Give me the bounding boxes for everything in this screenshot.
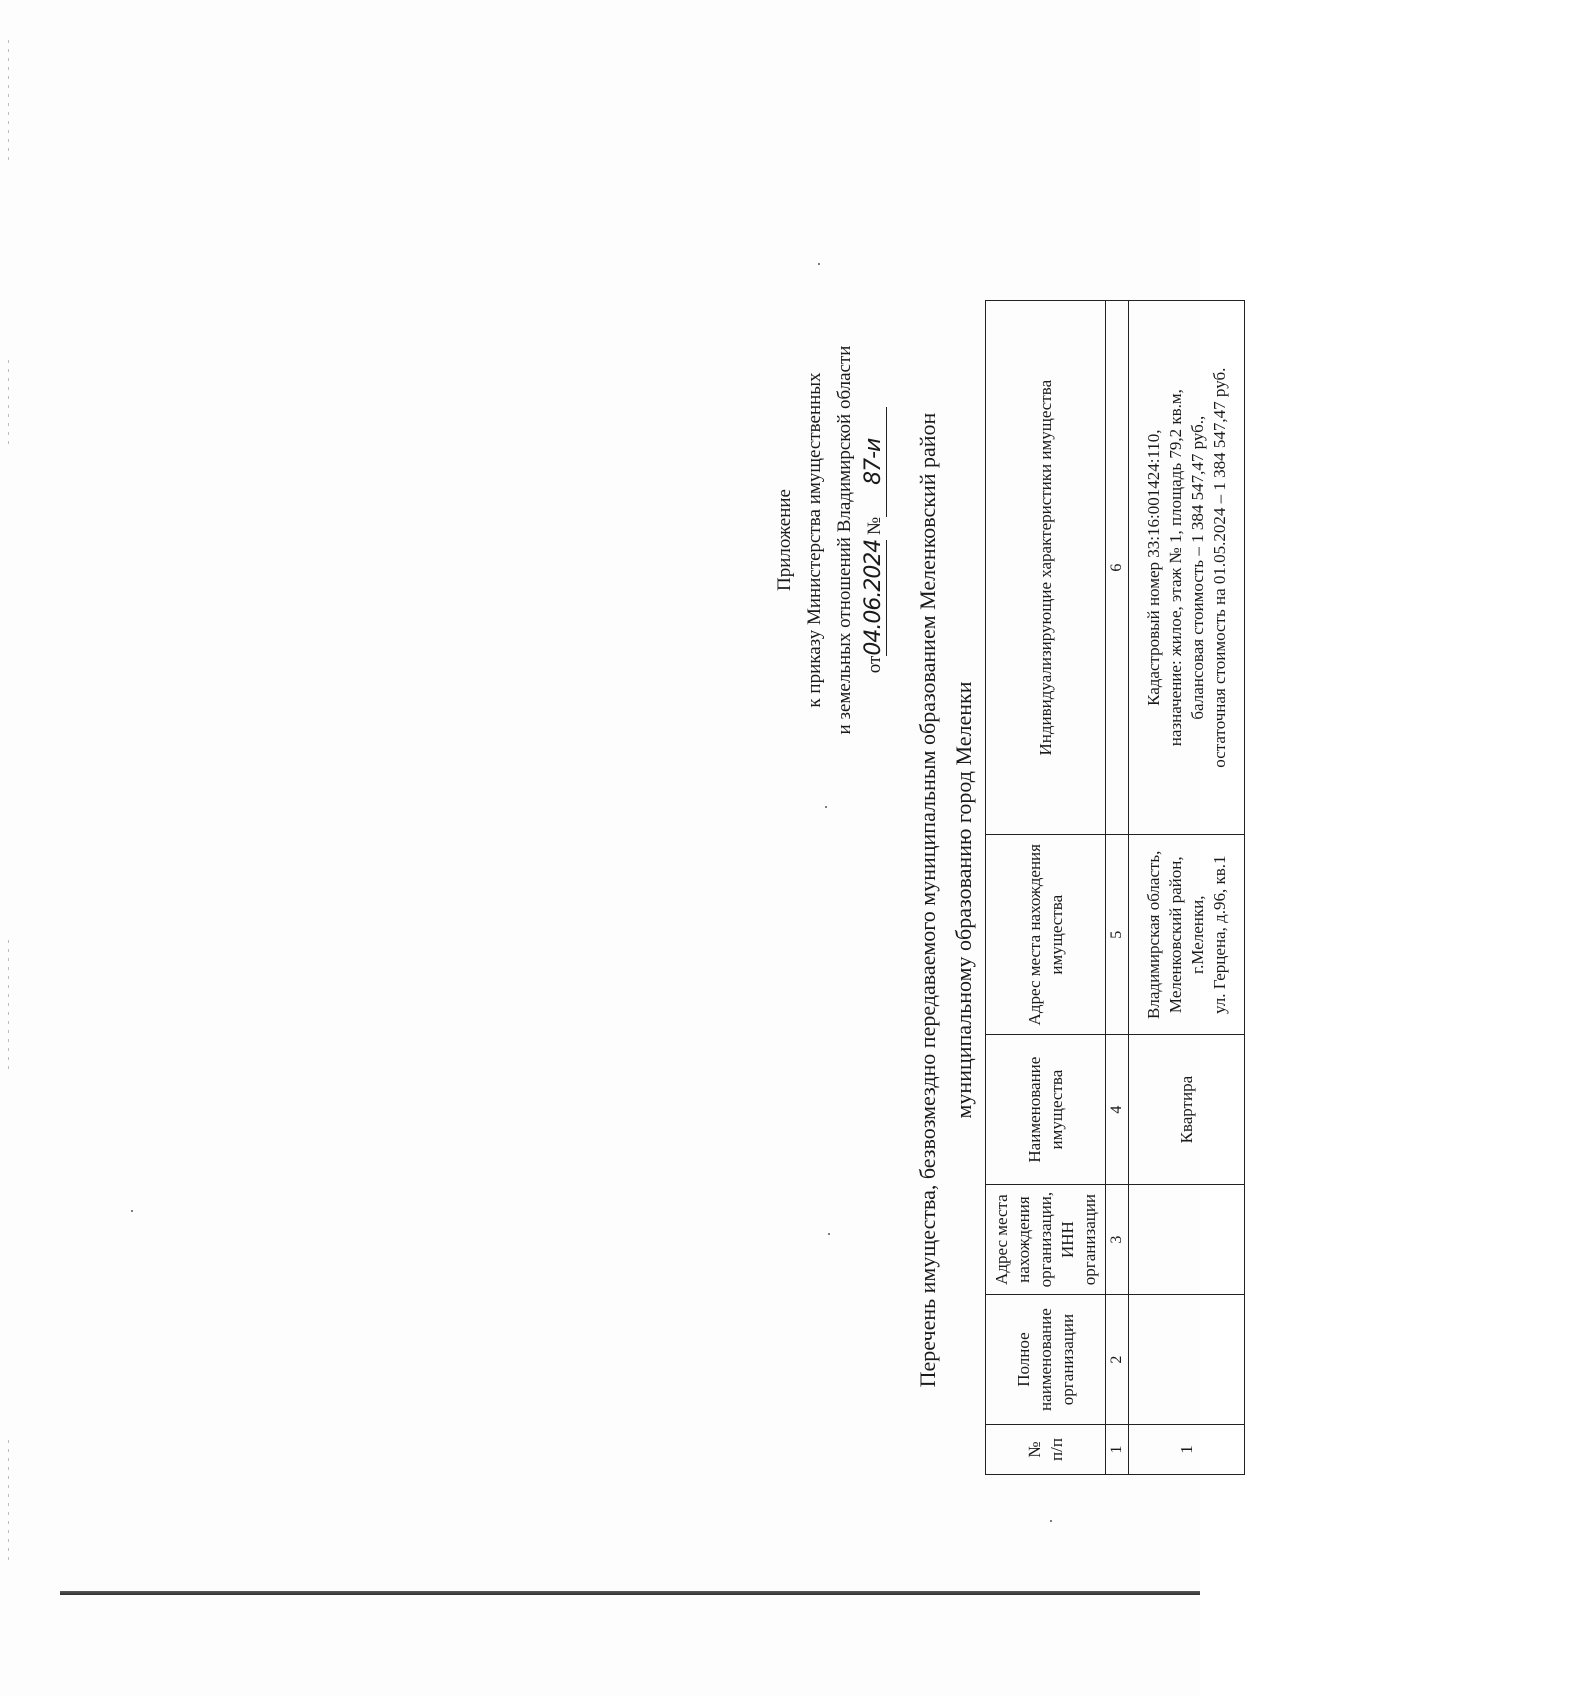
order-reference-line2: и земельных отношений Владимирской области — [834, 345, 855, 735]
row-number: 1 — [1129, 1425, 1245, 1475]
order-date-number — [860, 407, 890, 673]
scan-margin-artifact — [8, 940, 9, 1070]
column-number: 2 — [1106, 1295, 1129, 1425]
property-name-cell: Квартира — [1129, 1035, 1245, 1185]
rotated-document — [770, 300, 1590, 1500]
header-cell-property-address: Адрес места нахождения имущества — [986, 835, 1106, 1035]
number-prefix: № — [864, 516, 885, 535]
table-row — [1129, 301, 1245, 1475]
scan-margin-artifact — [8, 40, 9, 160]
column-number: 3 — [1106, 1185, 1129, 1295]
header-cell-org-name: Полное наименование организации — [986, 1295, 1106, 1425]
table-header-row — [986, 301, 1106, 1475]
header-cell-org-address: Адрес места нахождения организации, ИНН организации — [986, 1185, 1106, 1295]
scan-speck — [828, 1233, 830, 1235]
scan-speck — [131, 1210, 133, 1212]
property-table — [985, 300, 1245, 1475]
header-cell-property-name: Наименование имущества — [986, 1035, 1106, 1185]
title-line2: муниципальному образованию город Меленки — [951, 681, 976, 1119]
column-number: 6 — [1106, 301, 1129, 835]
scan-margin-artifact — [8, 360, 9, 450]
scan-speck — [818, 263, 820, 265]
appendix-header — [770, 320, 890, 760]
handwritten-number: 87-и — [862, 407, 887, 517]
column-number: 4 — [1106, 1035, 1129, 1185]
characteristics-cell: Кадастровый номер 33:16:001424:110, назначение: жилое, этаж № 1, площадь 79,2 кв.м, балансовая стоимость – 1 384 547,47 руб., остаточная стоимость на 01.05.2024 – 1 384 547,47 руб. — [1129, 301, 1245, 835]
column-numbers-row — [1106, 301, 1129, 1475]
property-address-cell: Владимирская область, Меленковский район, г.Меленки, ул. Герцена, д.96, кв.1 — [1129, 835, 1245, 1035]
document-title — [910, 300, 982, 1500]
order-reference-line1: к приказу Министерства имущественных — [804, 372, 825, 708]
column-number: 1 — [1106, 1425, 1129, 1475]
scan-speck — [1050, 1520, 1052, 1522]
handwritten-date: 04.06.2024 — [861, 539, 886, 656]
header-cell-number: № п/п — [986, 1425, 1106, 1475]
header-cell-characteristics: Индивидуализирующие характеристики имущества — [986, 301, 1106, 835]
scan-margin-artifact — [8, 1440, 9, 1560]
scan-speck — [825, 806, 827, 808]
org-address-cell — [1129, 1185, 1245, 1295]
title-line1: Перечень имущества, безвозмездно передаваемого муниципальным образованием Меленковский район — [915, 412, 940, 1388]
scan-border-line — [60, 1591, 1200, 1595]
column-number: 5 — [1106, 835, 1129, 1035]
date-prefix: от — [864, 655, 885, 674]
appendix-label: Приложение — [774, 489, 795, 591]
org-name-cell — [1129, 1295, 1245, 1425]
